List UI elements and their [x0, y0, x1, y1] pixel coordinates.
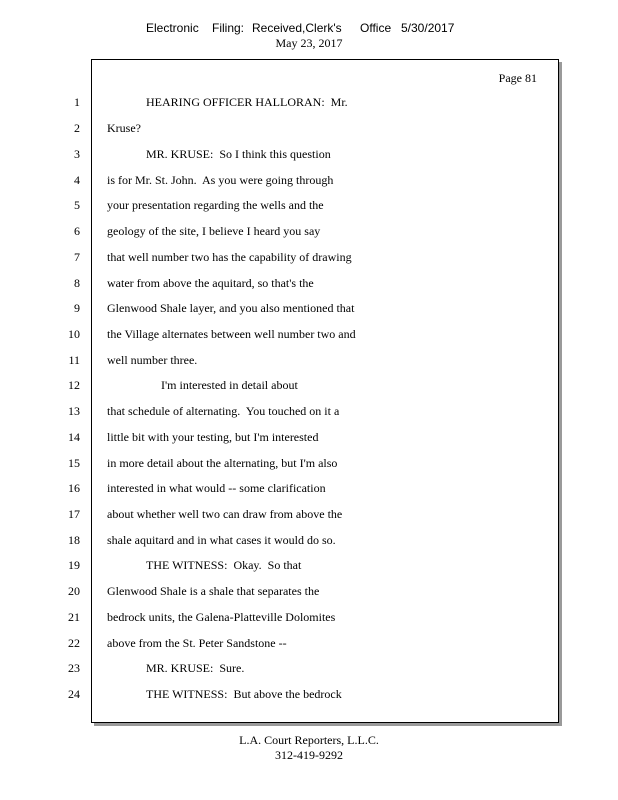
transcript-line: I'm interested in detail about [161, 378, 298, 392]
transcript-line: MR. KRUSE: So I think this question [146, 147, 331, 161]
line-number: 21 [68, 610, 80, 624]
filing-stamp-word: Received,Clerk's [252, 21, 342, 35]
line-number: 13 [68, 404, 80, 418]
transcript-line: MR. KRUSE: Sure. [146, 661, 245, 675]
filing-stamp-word: Office [360, 21, 392, 35]
footer-phone: 312-419-9292 [275, 748, 343, 762]
transcript-line: THE WITNESS: Okay. So that [146, 558, 302, 572]
transcript-line: THE WITNESS: But above the bedrock [146, 687, 342, 701]
transcript-line: HEARING OFFICER HALLORAN: Mr. [146, 95, 348, 109]
transcript-line: little bit with your testing, but I'm interested [107, 430, 319, 444]
line-number: 17 [68, 507, 80, 521]
transcript-line: bedrock units, the Galena-Platteville Dolomites [107, 610, 336, 624]
line-number: 8 [74, 276, 80, 290]
transcript-line: that well number two has the capability of drawing [107, 250, 352, 264]
page-number: Page 81 [498, 71, 537, 85]
line-number: 1 [74, 95, 80, 109]
transcript-line: interested in what would -- some clarification [107, 481, 326, 495]
line-number: 11 [68, 353, 80, 367]
transcript-line: the Village alternates between well number two and [107, 327, 356, 341]
transcript-line: shale aquitard and in what cases it would do so. [107, 533, 336, 547]
filing-stamp-word: Filing: [212, 21, 245, 35]
line-number: 3 [74, 147, 80, 161]
line-number: 14 [68, 430, 80, 444]
filing-stamp [0, 21, 618, 37]
transcript-line: is for Mr. St. John. As you were going through [107, 173, 334, 187]
line-number: 10 [68, 327, 80, 341]
line-number: 2 [74, 121, 80, 135]
line-number: 9 [74, 301, 80, 315]
transcript-date: May 23, 2017 [275, 36, 343, 50]
footer-company: L.A. Court Reporters, L.L.C. [239, 733, 379, 747]
line-number: 4 [74, 173, 80, 187]
line-number: 15 [68, 456, 80, 470]
line-number: 24 [68, 687, 80, 701]
line-number: 20 [68, 584, 80, 598]
line-number: 23 [68, 661, 80, 675]
transcript-line: Glenwood Shale layer, and you also mentioned that [107, 301, 355, 315]
transcript-line: Kruse? [107, 121, 141, 135]
line-number: 18 [68, 533, 80, 547]
line-number: 12 [68, 378, 80, 392]
line-number: 16 [68, 481, 80, 495]
line-number: 5 [74, 198, 80, 212]
transcript-line: your presentation regarding the wells and the [107, 198, 324, 212]
transcript-line: in more detail about the alternating, but I'm also [107, 456, 338, 470]
transcript-line: geology of the site, I believe I heard you say [107, 224, 321, 238]
filing-stamp-word: Electronic [146, 21, 199, 35]
line-number: 6 [74, 224, 80, 238]
line-number: 22 [68, 636, 80, 650]
transcript-line: about whether well two can draw from above the [107, 507, 343, 521]
transcript-line: above from the St. Peter Sandstone -- [107, 636, 287, 650]
transcript-line: that schedule of alternating. You touched on it a [107, 404, 340, 418]
transcript-line: well number three. [107, 353, 198, 367]
line-number: 19 [68, 558, 80, 572]
line-number: 7 [74, 250, 80, 264]
transcript-line: Glenwood Shale is a shale that separates the [107, 584, 320, 598]
filing-stamp-date: 5/30/2017 [401, 21, 455, 35]
transcript-line: water from above the aquitard, so that's the [107, 276, 314, 290]
